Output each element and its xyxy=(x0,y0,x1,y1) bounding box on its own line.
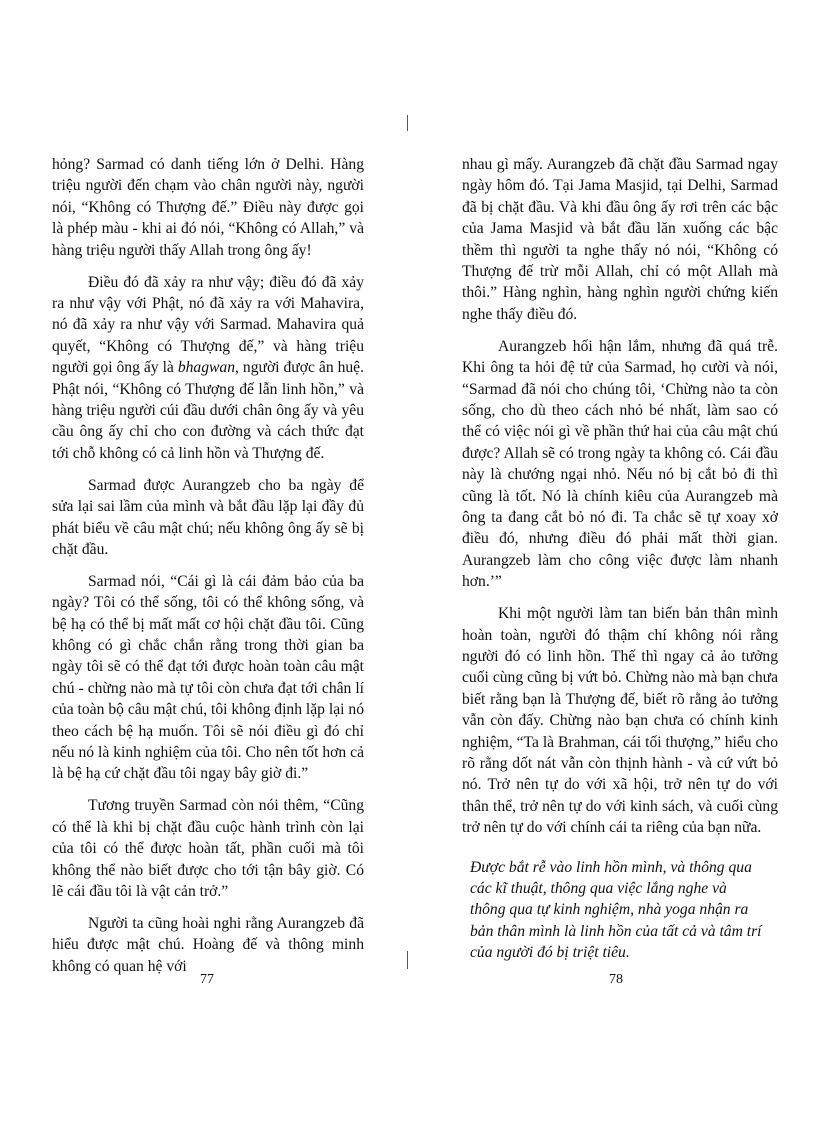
left-paragraph-4: Sarmad nói, “Cái gì là cái đảm bảo của ba ngày? Tôi có thể sống, tôi có thể không sống, và bệ hạ có thể bị mất mất cơ hội chặt đầu tôi. Cũng không có gì chắc chắn rằng trong thời gian ba ngày tôi sẽ có thể đạt tới được hoàn toàn câu mật chú - chừng nào mà tự tôi còn chưa đạt tới chân lí của toàn bộ câu mật chú, tôi không định lặp lại nó theo cách bệ hạ muốn. Tôi sẽ nói điều gì đó chỉ nếu nó là kinh nghiệm của tôi. Cho nên tốt hơn cả là bệ hạ cứ chặt đầu tôi ngay bây giờ đi.” xyxy=(52,572,364,783)
page-number-right: 78 xyxy=(609,972,623,987)
right-paragraph-1: nhau gì mấy. Aurangzeb đã chặt đầu Sarmad ngay ngày hôm đó. Tại Jama Masjid, tại Delhi, Sarmad đã bị chặt đầu. Và khi đầu ông ấy rơi trên các bậc của Jama Masjid và bắt đầu lăn xuống các bậc thềm thì người ta nghe thấy nó nói, “Không có Thượng đế trừ mỗi Allah, chỉ có một Allah mà thôi.” Hàng nghìn, hàng nghìn người chứng kiến nghe thấy điều đó. xyxy=(462,156,778,323)
left-paragraph-3: Sarmad được Aurangzeb cho ba ngày để sửa lại sai lầm của mình và bắt đầu lặp lại đầy đủ phát biểu về câu mật chú; nếu không ông ấy sẽ bị chặt đầu. xyxy=(52,476,364,558)
left-paragraph-2-emphasis: bhagwan xyxy=(177,359,236,377)
page-number-left: 77 xyxy=(200,972,214,987)
left-paragraph-2 xyxy=(52,272,364,465)
right-quote: Được bắt rễ vào linh hồn mình, và thông qua các kĩ thuật, thông qua việc lắng nghe và thông qua tự kinh nghiệm, nhà yoga nhận ra bản thân mình là linh hồn của tất cả và tâm trí của người đó bị triệt tiêu. xyxy=(470,858,762,962)
left-paragraph-6: Người ta cũng hoài nghi rằng Aurangzeb đã hiểu được mật chú. Hoàng đế và thông minh không có quan hệ với xyxy=(52,914,364,975)
right-page-body xyxy=(462,154,778,964)
right-paragraph-2: Aurangzeb hối hận lắm, nhưng đã quá trễ. Khi ông ta hỏi đệ tử của Sarmad, họ cười và nói, “Sarmad đã nói cho chúng tôi, ‘Chừng nào ta còn sống, cho dù theo cách nhỏ bé nhất, làm sao có thể có việc nói gì về phần thứ hai của câu mật chú được? Allah sẽ có trong ngày ta không có. Cái đầu này là chướng ngại nhỏ. Nếu nó bị cắt bỏ đi thì cũng là tốt. Nó là chính kiêu của Aurangzeb mà ông ta đang cắt bỏ nó đi. Ta chắc sẽ tự xoay xở điều đó, nhưng điều đó phải mất thời gian. Aurangzeb làm cho công việc được làm nhanh hơn.’” xyxy=(462,337,778,591)
left-paragraph-2-part-2: , người được ân huệ. Phật nói, “Không có Thượng đế lẫn linh hồn,” và hàng triệu người cúi đầu dưới chân ông ấy và yêu cầu ông ấy chỉ cho con đường và cách thức đạt tới chỗ không có cả linh hồn và Thượng đế. xyxy=(52,359,365,462)
right-paragraph-3: Khi một người làm tan biến bản thân mình hoàn toàn, người đó thậm chí không nói rằng người đó có linh hồn. Thế thì ngay cả ảo tưởng cuối cùng cũng bị vứt bỏ. Chừng nào mà bạn chưa biết rằng bạn là Thượng đế, biết rõ rằng ảo tưởng vẫn còn đấy. Chừng nào bạn chưa có chính kinh nghiệm, “Ta là Brahman, cái tối thượng,” hiểu cho rõ rằng dốt nát vẫn còn thịnh hành - và cứ vứt bỏ nó. Trở nên tự do với xã hội, trở nên tự do với thân thể, trở nên tự do với kinh sách, và cuối cùng trở nên tự do với chính cái ta riêng của bạn nữa. xyxy=(462,605,778,837)
gutter-mark-bottom xyxy=(407,951,408,969)
left-paragraph-1: hỏng? Sarmad có danh tiếng lớn ở Delhi. Hàng triệu người đến chạm vào chân người này, người nói, “Không có Thượng đế.” Điều này được gọi là phép màu - khi ai đó nói, “Không có Allah,” và hàng triệu người thấy Allah trong ông ấy! xyxy=(52,156,364,259)
gutter-mark-top xyxy=(407,115,408,131)
left-paragraph-2-part-1: Điều đó đã xảy ra như vậy; điều đó đã xảy ra như vậy với Phật, nó đã xảy ra với Mahavira, nó đã xảy ra như vậy với Sarmad. Mahavira quả quyết, “Không có Thượng đế,” và hàng triệu người gọi ông ấy là xyxy=(52,273,364,377)
left-paragraph-5: Tương truyền Sarmad còn nói thêm, “Cũng có thể là khi bị chặt đầu cuộc hành trình còn lại của tôi có thể được hoàn tất, phần cuối mà tôi không thể nào biết được cho tới tận bây giờ. Có lẽ cái đầu tôi là vật cản trở.” xyxy=(52,797,364,900)
left-page-body xyxy=(52,154,364,977)
